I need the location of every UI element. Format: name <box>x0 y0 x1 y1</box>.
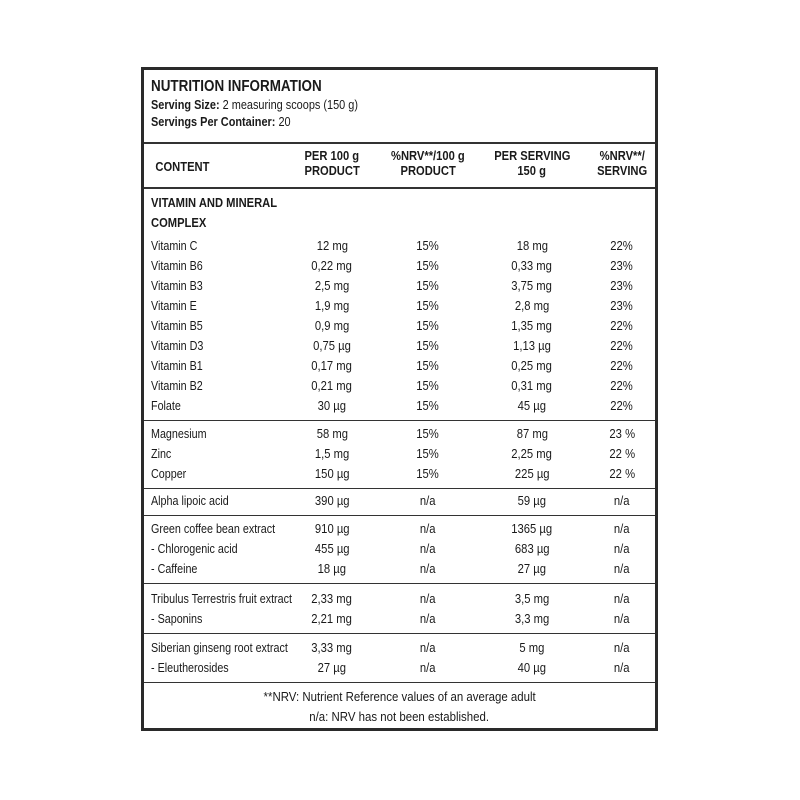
footnote-na: n/a: NRV has not been established. <box>309 709 490 724</box>
row-value: n/a <box>420 592 436 606</box>
divider <box>144 682 655 683</box>
footnote-nrv: **NRV: Nutrient Reference values of an average adult <box>263 689 536 704</box>
row-value: 2,25 mg <box>511 447 553 461</box>
row-value: 22% <box>610 239 634 253</box>
row-value: n/a <box>420 494 436 508</box>
row-value: 22 % <box>609 467 635 481</box>
row-value: n/a <box>420 522 436 536</box>
row-value: 15% <box>416 319 440 333</box>
row-value: 0,25 mg <box>511 359 553 373</box>
col-header-nrv100: %NRV**/100 g PRODUCT <box>391 148 465 178</box>
row-value: 3,33 mg <box>311 641 353 655</box>
divider <box>144 583 655 584</box>
row-value: n/a <box>614 612 630 626</box>
table-row <box>144 491 655 511</box>
divider <box>144 488 655 489</box>
col-header-nrv-serving: %NRV**/ SERVING <box>596 148 648 178</box>
row-name: Vitamin E <box>151 299 197 313</box>
row-value: 59 µg <box>517 494 547 508</box>
row-value: 45 µg <box>517 399 547 413</box>
serving-size <box>151 96 568 113</box>
table-row <box>144 424 655 444</box>
row-value: n/a <box>420 661 436 675</box>
row-value: 40 µg <box>517 661 547 675</box>
row-value: 15% <box>416 427 440 441</box>
divider <box>144 515 655 516</box>
row-name: Vitamin D3 <box>151 339 204 353</box>
servings-value: 20 <box>278 114 291 129</box>
row-name: Folate <box>151 399 181 413</box>
row-value: 15% <box>416 259 440 273</box>
row-name: - Saponins <box>151 612 203 626</box>
row-value: 1,9 mg <box>314 299 350 313</box>
row-value: 2,8 mg <box>514 299 550 313</box>
col-header-per-serving: PER SERVING 150 g <box>493 148 571 178</box>
label-title: NUTRITION INFORMATION <box>151 78 322 95</box>
row-value: n/a <box>614 592 630 606</box>
row-value: 23% <box>610 299 634 313</box>
table-row <box>144 519 655 539</box>
row-name: Tribulus Terrestris fruit extract <box>151 592 292 606</box>
row-value: 22% <box>610 359 634 373</box>
section-title-vitamins: VITAMIN AND MINERAL <box>151 195 278 210</box>
table-row <box>144 464 655 484</box>
table-row <box>144 376 655 396</box>
row-value: n/a <box>614 542 630 556</box>
row-value: 2,5 mg <box>314 279 350 293</box>
row-value: 390 µg <box>314 494 350 508</box>
row-value: 22% <box>610 399 634 413</box>
table-row <box>144 276 655 296</box>
row-name: Vitamin B2 <box>151 379 203 393</box>
row-value: 0,33 mg <box>511 259 553 273</box>
row-value: 683 µg <box>514 542 550 556</box>
servings-label: Servings Per Container: <box>151 114 276 129</box>
row-value: 1,13 µg <box>513 339 551 353</box>
row-value: 3,3 mg <box>514 612 550 626</box>
row-value: 150 µg <box>314 467 350 481</box>
row-name: - Chlorogenic acid <box>151 542 238 556</box>
table-row <box>144 589 655 609</box>
row-value: n/a <box>614 522 630 536</box>
row-value: 22% <box>610 339 634 353</box>
row-value: 1,5 mg <box>314 447 350 461</box>
row-value: 12 mg <box>316 239 348 253</box>
row-name: Magnesium <box>151 427 207 441</box>
row-value: n/a <box>614 661 630 675</box>
row-value: 27 µg <box>517 562 547 576</box>
nutrition-label <box>141 67 658 731</box>
row-value: 30 µg <box>317 399 347 413</box>
col-header-content: CONTENT <box>155 159 210 174</box>
row-name: - Caffeine <box>151 562 198 576</box>
row-value: 0,75 µg <box>313 339 351 353</box>
row-value: 15% <box>416 359 440 373</box>
row-value: n/a <box>420 641 436 655</box>
servings-per-container <box>151 113 568 130</box>
row-value: 225 µg <box>514 467 550 481</box>
row-value: 455 µg <box>314 542 350 556</box>
table-row <box>144 559 655 579</box>
row-name: Siberian ginseng root extract <box>151 641 288 655</box>
label-header <box>151 77 648 130</box>
table-row <box>144 296 655 316</box>
divider <box>144 187 655 189</box>
row-value: 23% <box>610 259 634 273</box>
row-value: 3,75 mg <box>511 279 553 293</box>
row-value: 2,33 mg <box>311 592 353 606</box>
row-value: 0,22 mg <box>311 259 353 273</box>
row-value: n/a <box>420 542 436 556</box>
row-value: 0,21 mg <box>311 379 353 393</box>
row-name: Zinc <box>151 447 172 461</box>
row-value: 15% <box>416 447 440 461</box>
row-name: Vitamin B1 <box>151 359 203 373</box>
row-value: 3,5 mg <box>514 592 550 606</box>
row-value: n/a <box>614 641 630 655</box>
row-value: 0,9 mg <box>314 319 350 333</box>
row-value: 15% <box>416 299 440 313</box>
row-value: 23% <box>610 279 634 293</box>
row-value: 910 µg <box>314 522 350 536</box>
row-value: 23 % <box>609 427 635 441</box>
row-value: 0,17 mg <box>311 359 353 373</box>
row-name: Copper <box>151 467 187 481</box>
table-row <box>144 396 655 416</box>
row-name: Vitamin B3 <box>151 279 203 293</box>
row-name: - Eleutherosides <box>151 661 229 675</box>
row-name: Vitamin C <box>151 239 198 253</box>
row-value: 22% <box>610 319 634 333</box>
divider <box>144 633 655 634</box>
row-value: 15% <box>416 379 440 393</box>
row-name: Vitamin B5 <box>151 319 203 333</box>
table-row <box>144 444 655 464</box>
row-value: n/a <box>614 494 630 508</box>
row-value: 18 µg <box>317 562 347 576</box>
table-row <box>144 236 655 256</box>
row-value: n/a <box>420 612 436 626</box>
table-row <box>144 256 655 276</box>
col-header-per100: PER 100 g PRODUCT <box>304 148 360 178</box>
table-row <box>144 609 655 629</box>
table-row <box>144 336 655 356</box>
row-name: Green coffee bean extract <box>151 522 276 536</box>
row-name: Vitamin B6 <box>151 259 203 273</box>
row-value: 1,35 mg <box>511 319 553 333</box>
serving-size-value: 2 measuring scoops (150 g) <box>222 97 358 112</box>
row-value: 2,21 mg <box>311 612 353 626</box>
row-value: 22 % <box>609 447 635 461</box>
table-row <box>144 658 655 678</box>
section-title-vitamins-2: COMPLEX <box>151 215 207 230</box>
row-value: 1365 µg <box>511 522 553 536</box>
row-value: 27 µg <box>317 661 347 675</box>
row-value: 18 mg <box>516 239 548 253</box>
row-value: n/a <box>420 562 436 576</box>
divider <box>144 420 655 421</box>
row-value: 22% <box>610 379 634 393</box>
table-row <box>144 539 655 559</box>
table-row <box>144 356 655 376</box>
row-value: 58 mg <box>316 427 348 441</box>
divider <box>144 142 655 144</box>
row-value: 15% <box>416 399 440 413</box>
row-value: 0,31 mg <box>511 379 553 393</box>
serving-size-label: Serving Size: <box>151 97 220 112</box>
row-value: 15% <box>416 279 440 293</box>
table-row <box>144 316 655 336</box>
row-value: 5 mg <box>519 641 545 655</box>
row-value: 15% <box>416 467 440 481</box>
row-value: 87 mg <box>516 427 548 441</box>
row-value: 15% <box>416 239 440 253</box>
row-name: Alpha lipoic acid <box>151 494 229 508</box>
row-value: n/a <box>614 562 630 576</box>
row-value: 15% <box>416 339 440 353</box>
table-row <box>144 638 655 658</box>
